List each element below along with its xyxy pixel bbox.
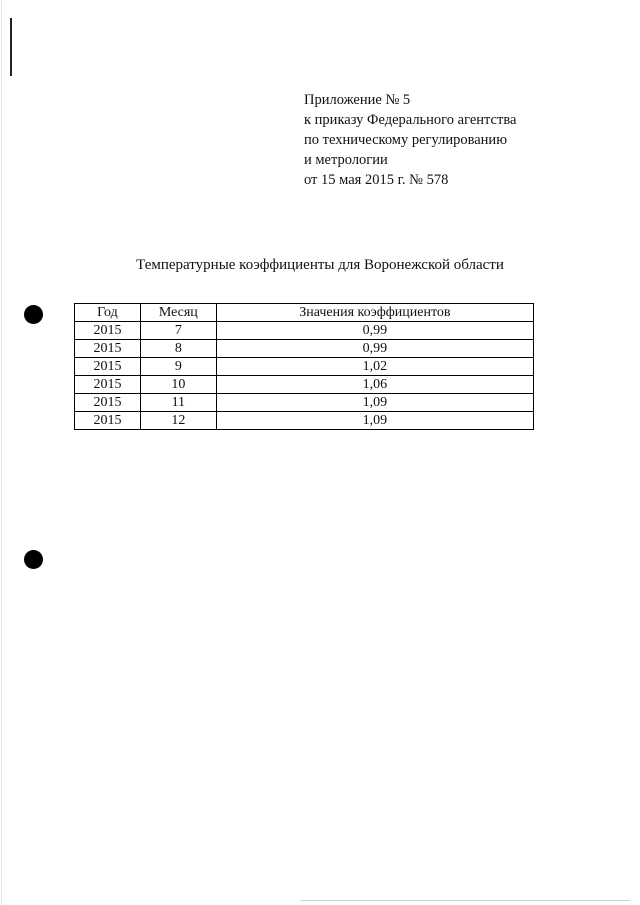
cell-year: 2015 xyxy=(75,358,141,376)
appendix-agency-line: по техническому регулированию xyxy=(304,132,508,148)
column-header-year: Год xyxy=(75,304,141,322)
cell-value: 0,99 xyxy=(216,340,533,358)
appendix-date-line: от 15 мая 2015 г. № 578 xyxy=(304,172,449,188)
table-row xyxy=(75,358,534,376)
table-row xyxy=(75,376,534,394)
cell-year: 2015 xyxy=(75,412,141,430)
cell-value: 1,09 xyxy=(216,394,533,412)
table-row xyxy=(75,394,534,412)
cell-value: 1,02 xyxy=(216,358,533,376)
appendix-order-line: к приказу Федерального агентства xyxy=(304,112,517,128)
table-row xyxy=(75,412,534,430)
table-header-row xyxy=(75,304,534,322)
cell-year: 2015 xyxy=(75,340,141,358)
cell-month: 7 xyxy=(140,322,216,340)
scan-bottom-edge xyxy=(300,900,630,901)
table-row xyxy=(75,340,534,358)
cell-value: 1,06 xyxy=(216,376,533,394)
column-header-month: Месяц xyxy=(140,304,216,322)
cell-year: 2015 xyxy=(75,394,141,412)
cell-year: 2015 xyxy=(75,322,141,340)
cell-month: 10 xyxy=(140,376,216,394)
cell-month: 11 xyxy=(140,394,216,412)
cell-year: 2015 xyxy=(75,376,141,394)
cell-value: 1,09 xyxy=(216,412,533,430)
cell-month: 9 xyxy=(140,358,216,376)
cell-month: 12 xyxy=(140,412,216,430)
appendix-agency-line-2: и метрологии xyxy=(304,152,388,168)
punch-hole-icon xyxy=(24,550,43,569)
column-header-value: Значения коэффициентов xyxy=(216,304,533,322)
punch-hole-icon xyxy=(24,305,43,324)
coefficients-table xyxy=(74,303,534,430)
appendix-number: Приложение № 5 xyxy=(304,92,411,108)
scan-edge-mark xyxy=(10,18,12,76)
cell-value: 0,99 xyxy=(216,322,533,340)
appendix-header xyxy=(304,90,516,190)
scan-edge-shadow xyxy=(1,0,2,905)
table-title: Температурные коэффициенты для Воронежской области xyxy=(136,257,504,273)
table-row xyxy=(75,322,534,340)
cell-month: 8 xyxy=(140,340,216,358)
